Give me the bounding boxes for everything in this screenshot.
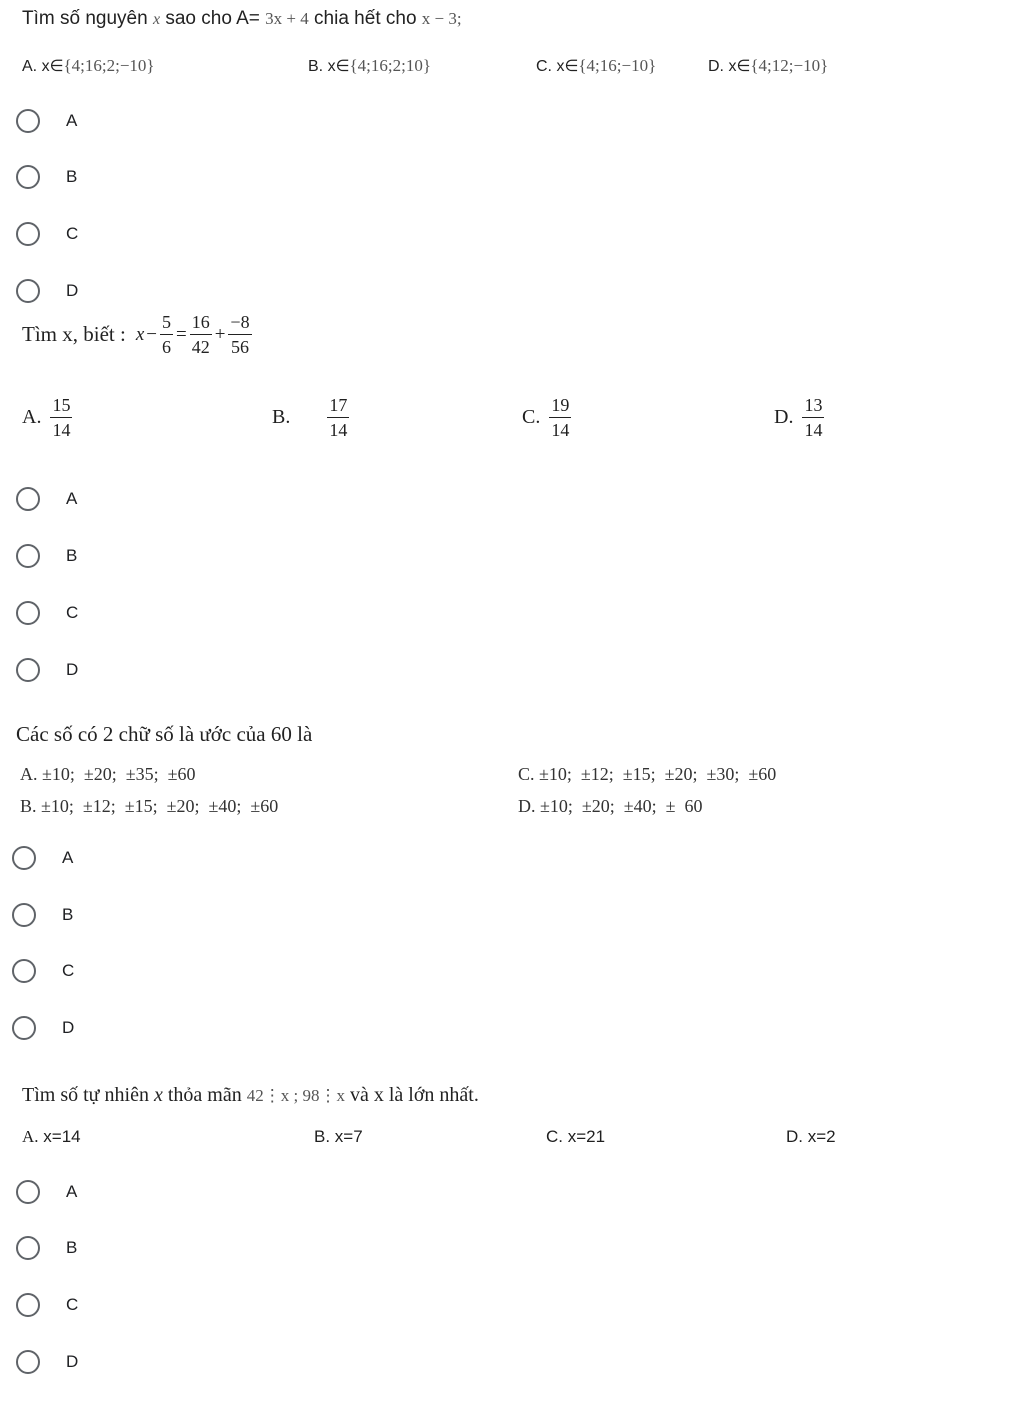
radio-button[interactable]: [16, 544, 40, 568]
q3-choice-c[interactable]: C: [12, 959, 74, 983]
radio-button[interactable]: [12, 959, 36, 983]
q4-option-b: B. x=7: [314, 1127, 363, 1146]
radio-button[interactable]: [12, 903, 36, 927]
q2-option-b: B. $\frac{17}{14}$: [272, 395, 348, 440]
radio-button[interactable]: [12, 1016, 36, 1040]
q1-var-x: x: [152, 11, 161, 28]
q4-prompt-b: thỏa mãn: [167, 1084, 242, 1106]
q2-choice-d[interactable]: D: [16, 658, 78, 682]
q3-choice-b[interactable]: B: [12, 903, 73, 927]
q2-option-c: C. $\frac{19}{14}$: [522, 395, 570, 440]
q4-question-text: [22, 1084, 479, 1107]
radio-button[interactable]: [16, 1293, 40, 1317]
q2-equation: x − $\frac{5}{6}$ = $\frac{16}{42}$ + $\frac{-8}{56}$: [135, 312, 250, 357]
radio-button[interactable]: [16, 1180, 40, 1204]
q4-choice-d[interactable]: D: [16, 1350, 78, 1374]
q4-var-x: x: [153, 1084, 163, 1106]
q2-choice-b[interactable]: B: [16, 544, 77, 568]
q1-prompt-a: Tìm số nguyên: [22, 8, 148, 29]
q1-question-text: [22, 8, 462, 30]
q2-question-text: [22, 313, 253, 356]
radio-button[interactable]: [16, 1236, 40, 1260]
q2-prompt: Tìm x, biết :: [22, 322, 126, 346]
q4-choice-a[interactable]: A: [16, 1180, 77, 1204]
q1-choice-a[interactable]: A: [16, 109, 77, 133]
q1-prompt-c: chia hết cho: [314, 8, 417, 29]
q1-choice-d[interactable]: D: [16, 279, 78, 303]
q2-option-a: A. $\frac{15}{14}$: [22, 395, 71, 440]
q1-option-d: D. x∈{4;12;−10}: [708, 56, 829, 75]
radio-button[interactable]: [16, 222, 40, 246]
q3-option-c: C. ±10; ±12; ±15; ±20; ±30; ±60: [518, 764, 777, 784]
q1-option-a: A. x∈{4;16;2;−10}: [22, 56, 155, 75]
radio-button[interactable]: [16, 279, 40, 303]
q1-prompt-b: sao cho A=: [165, 8, 260, 29]
q3-question-text: Các số có 2 chữ số là ước của 60 là: [16, 722, 313, 746]
radio-button[interactable]: [16, 165, 40, 189]
q3-option-d: D. ±10; ±20; ±40; ± 60: [518, 796, 703, 816]
q4-choice-b[interactable]: B: [16, 1236, 77, 1260]
q1-expression: 3x + 4: [265, 9, 309, 28]
q1-choice-b[interactable]: B: [16, 165, 77, 189]
q4-choice-c[interactable]: C: [16, 1293, 78, 1317]
radio-button[interactable]: [16, 658, 40, 682]
q4-prompt-c: và x là lớn nhất.: [349, 1084, 479, 1106]
q3-option-b: B. ±10; ±12; ±15; ±20; ±40; ±60: [20, 796, 279, 816]
radio-button[interactable]: [16, 1350, 40, 1374]
q3-option-a: A. ±10; ±20; ±35; ±60: [20, 764, 196, 784]
radio-button[interactable]: [12, 846, 36, 870]
q1-option-b: B. x∈{4;16;2;10}: [308, 56, 432, 75]
q2-option-d: D. $\frac{13}{14}$: [774, 395, 823, 440]
q1-divisor: x − 3;: [421, 9, 462, 28]
radio-button[interactable]: [16, 487, 40, 511]
q4-prompt-a: Tìm số tự nhiên: [22, 1084, 149, 1106]
q3-choice-d[interactable]: D: [12, 1016, 74, 1040]
q4-condition: 42⋮x ; 98⋮x: [246, 1086, 345, 1105]
q1-option-c: C. x∈{4;16;−10}: [536, 56, 657, 75]
q3-choice-a[interactable]: A: [12, 846, 73, 870]
q1-choice-c[interactable]: C: [16, 222, 78, 246]
q4-option-a: A. x=14: [22, 1127, 81, 1146]
q2-choice-a[interactable]: A: [16, 487, 77, 511]
q2-choice-c[interactable]: C: [16, 601, 78, 625]
radio-button[interactable]: [16, 601, 40, 625]
radio-button[interactable]: [16, 109, 40, 133]
q4-option-c: C. x=21: [546, 1127, 606, 1146]
q4-option-d: D. x=2: [786, 1127, 836, 1146]
